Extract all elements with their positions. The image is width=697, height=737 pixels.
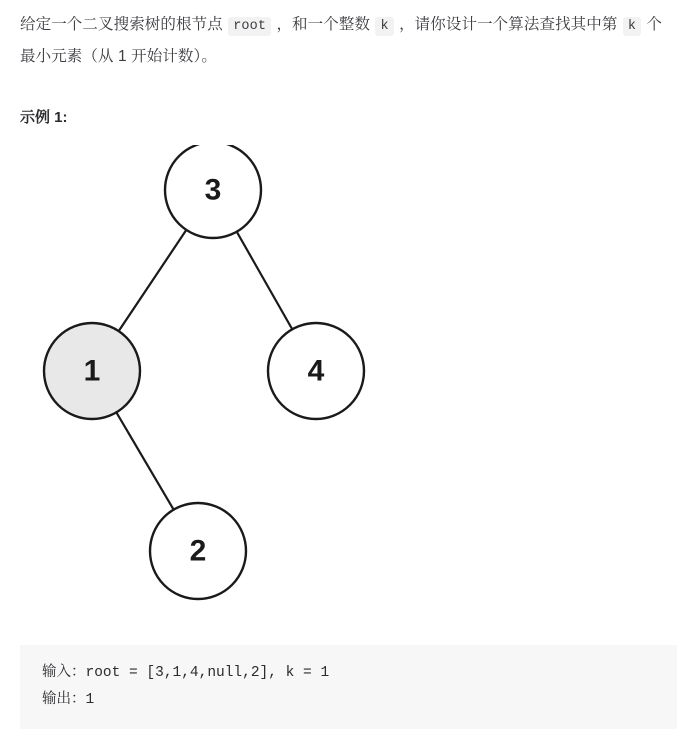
code-k-2: k (623, 17, 641, 36)
description-text-part-5: 个最小元素（从 1 开始计数）。 (20, 16, 663, 65)
tree-node-label-1: 1 (83, 354, 101, 388)
example-output-line (42, 686, 655, 713)
description-text-part-1: 给定一个二叉搜索树的根节点 (20, 16, 228, 33)
output-label: 输出： (42, 691, 86, 707)
description-text-part-2: ，和一个整数 (272, 16, 375, 33)
example-input-line (42, 659, 655, 686)
code-k: k (375, 17, 393, 36)
input-value: root = [3,1,4,null,2], k = 1 (85, 665, 330, 681)
input-label: 输入： (42, 664, 86, 680)
problem-description (20, 10, 677, 72)
tree-node-label-2: 2 (189, 534, 207, 568)
tree-node-label-4: 4 (307, 354, 325, 388)
example-io-block (20, 645, 677, 729)
description-text-part-4: 查找其中第 (539, 16, 622, 33)
tree-nodes (44, 145, 364, 599)
code-root: root (228, 17, 271, 36)
example-heading: 示例 1: (20, 109, 68, 126)
description-text-part-3: ，请你设计一个算法 (394, 16, 540, 33)
binary-tree-figure (24, 145, 384, 605)
output-value: 1 (85, 692, 95, 708)
tree-node-label-3: 3 (204, 173, 222, 207)
